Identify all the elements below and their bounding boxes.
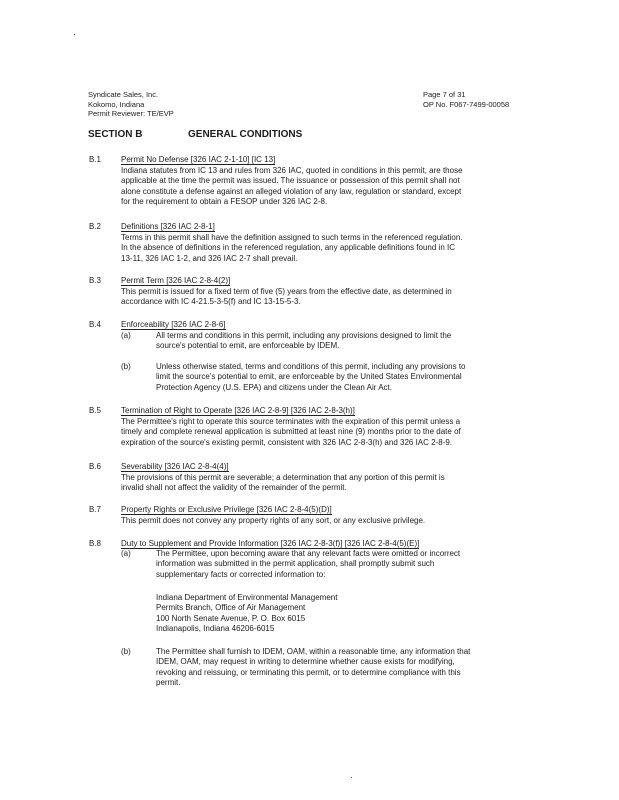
item-heading-b5: Termination of Right to Operate [326 IAC 2-8-9] [326 IAC 2-8-3(h)] [121, 406, 355, 415]
body-line: 13-11, 326 IAC 1-2, and 326 IAC 2-7 shall prevail. [121, 253, 298, 263]
body-line: The provisions of this permit are severable; a determination that any portion of this permit is [121, 473, 445, 482]
item-body-b1 [121, 166, 463, 208]
item-heading-b8: Duty to Supplement and Provide Information [326 IAC 2-8-3(f)] [326 IAC 2-8-4(5)(E)] [121, 539, 420, 548]
sub-body-b8b [156, 647, 470, 689]
item-heading-b4: Enforceability [326 IAC 2-8-6] [121, 320, 226, 329]
body-line: permit. [156, 678, 181, 688]
item-number-b8: B.8 [89, 539, 102, 548]
sub-label-b4b: (b) [121, 362, 131, 371]
mailing-address [156, 593, 337, 635]
body-line: Protection Agency (U.S. EPA) and citizens under the Clean Air Act. [156, 382, 392, 392]
body-line: accordance with IC 4-21.5-3-5(f) and IC 13-15-5-3. [121, 297, 301, 307]
body-line: for the requirement to obtain a FESOP under 326 IAC 2-8. [121, 197, 328, 207]
header-left [88, 90, 174, 119]
item-body-b7 [121, 516, 425, 526]
item-number-b5: B.5 [89, 406, 102, 415]
body-line: revoking and reissuing, or terminating this permit, or to determine compliance with this [156, 667, 461, 677]
address-line: Indianapolis, Indiana 46206-6015 [156, 624, 275, 634]
address-line: Permits Branch, Office of Air Management [156, 603, 306, 613]
item-number-b2: B.2 [89, 222, 102, 231]
page-number: Page 7 of 31 [423, 90, 466, 99]
item-heading-b7: Property Rights or Exclusive Privilege [326 IAC 2-8-4(5)(D)] [121, 505, 332, 514]
body-line: In the absence of definitions in the referenced regulation, any applicable definitions found in IC [121, 243, 455, 253]
body-line: All terms and conditions in this permit, including any provisions designed to limit the [156, 331, 452, 340]
body-line: information was submitted in the permit application, shall promptly submit such [156, 559, 435, 569]
body-line: The Permittee, upon becoming aware that any relevant facts were omitted or incorrect [156, 549, 461, 558]
scan-speck [74, 34, 75, 35]
body-line: alone constitute a defense against an alleged violation of any law, regulation or standard, except [121, 186, 462, 196]
body-line: Unless otherwise stated, terms and conditions of this permit, including any provisions to [156, 362, 466, 371]
sub-label-b8a: (a) [121, 549, 131, 558]
address-line: Indiana Department of Environmental Management [156, 593, 338, 602]
body-line: invalid shall not affect the validity of the remainder of the permit. [121, 483, 347, 493]
item-body-b2 [121, 233, 463, 264]
item-number-b4: B.4 [89, 320, 102, 329]
section-number: SECTION B [88, 129, 143, 140]
body-line: limit the source's potential to emit, are enforceable by the United States Environmental [156, 372, 462, 382]
address-line: 100 North Senate Avenue, P. O. Box 6015 [156, 613, 306, 623]
sub-label-b8b: (b) [121, 647, 131, 656]
body-line: applicable at the time the permit was issued. The issuance or possession of this permit shall not [121, 176, 460, 186]
item-heading-b2: Definitions [326 IAC 2-8-1] [121, 222, 215, 231]
company-name: Syndicate Sales, Inc. [88, 90, 159, 99]
sub-body-b4b [156, 362, 465, 393]
sub-body-b8a [156, 549, 460, 580]
item-body-b5 [121, 417, 461, 448]
item-number-b6: B.6 [89, 462, 102, 471]
body-line: Indiana statutes from IC 13 and rules from 326 IAC, quoted in conditions in this permit, are those [121, 166, 463, 175]
body-line: This permit is issued for a fixed term of five (5) years from the effective date, as determined in [121, 287, 452, 296]
body-line: expiration of the source's existing permit, consistent with 326 IAC 2-8-3(h) and 326 IAC 2-8-9. [121, 437, 453, 447]
item-heading-b3: Permit Term [326 IAC 2-8-4(2)] [121, 276, 231, 285]
body-line: The Permittee shall furnish to IDEM, OAM, within a reasonable time, any information that [156, 647, 471, 656]
body-line: supplementary facts or corrected information to: [156, 569, 326, 579]
body-line: source's potential to emit, are enforceable by IDEM. [156, 341, 340, 351]
section-title: GENERAL CONDITIONS [188, 129, 303, 140]
item-heading-b1: Permit No Defense [326 IAC 2-1-10] [IC 13] [121, 155, 276, 164]
company-location: Kokomo, Indiana [88, 99, 145, 109]
item-number-b1: B.1 [89, 155, 102, 164]
body-line: timely and complete renewal application is submitted at least nine (9) months prior to the date of [121, 427, 461, 437]
body-line: Terms in this permit shall have the definition assigned to such terms in the referenced regulation. [121, 233, 463, 242]
item-body-b6 [121, 473, 445, 494]
item-heading-b6: Severability [326 IAC 2-8-4(4)] [121, 462, 229, 471]
sub-label-b4a: (a) [121, 331, 131, 340]
item-body-b3 [121, 287, 452, 308]
header-right [423, 90, 509, 109]
op-number: OP No. F067-7499-00058 [423, 99, 510, 109]
item-number-b7: B.7 [89, 505, 102, 514]
scan-speck [351, 777, 352, 778]
body-line: This permit does not convey any property rights of any sort, or any exclusive privilege. [121, 516, 426, 525]
permit-reviewer: Permit Reviewer: TE/EVP [88, 109, 174, 118]
item-number-b3: B.3 [89, 276, 102, 285]
body-line: The Permittee's right to operate this source terminates with the expiration of this permit unless a [121, 417, 461, 426]
body-line: IDEM, OAM, may request in writing to determine whether cause exists for modifying, [156, 657, 455, 667]
sub-body-b4a [156, 331, 451, 352]
